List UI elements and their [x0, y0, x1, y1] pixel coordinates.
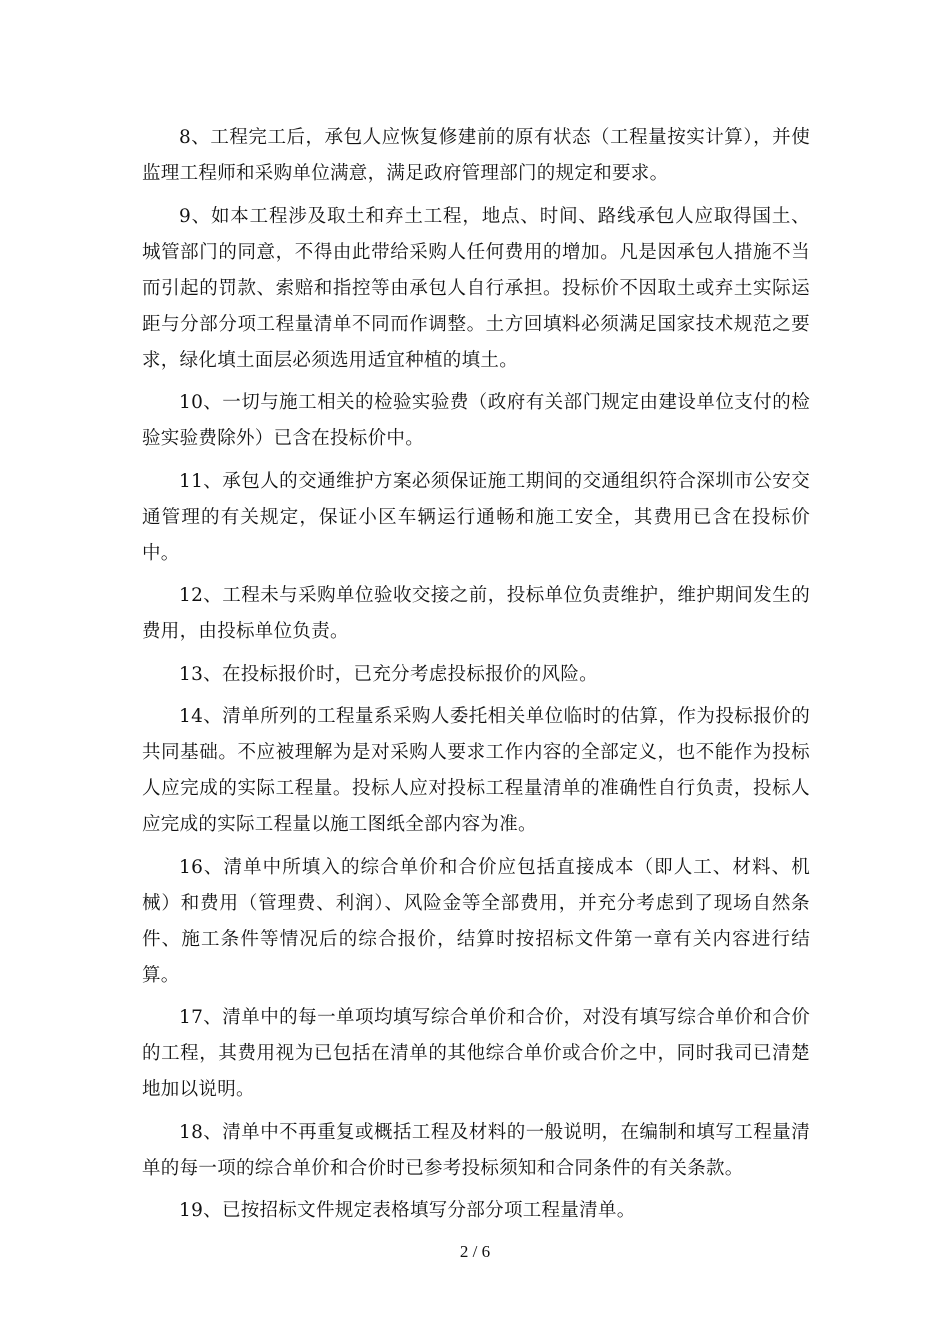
paragraph-9: 9、如本工程涉及取土和弃土工程，地点、时间、路线承包人应取得国土、城管部门的同意，不得由此带给采购人任何费用的增加。凡是因承包人措施不当而引起的罚款、索赔和指控等由承包人自行承担。投标价不因取土或弃土实际运距与分部分项工程量清单不同而作调整。土方回填料必须满足国家技术规范之要求，绿化填土面层必须选用适宜种植的填土。 — [142, 205, 810, 371]
paragraph-18: 18、清单中不再重复或概括工程及材料的一般说明，在编制和填写工程量清单的每一项的综合单价和合价时已参考投标须知和合同条件的有关条款。 — [142, 1121, 810, 1179]
paragraph-10: 10、一切与施工相关的检验实验费（政府有关部门规定由建设单位支付的检验实验费除外）已含在投标价中。 — [142, 392, 810, 449]
page-number: 2 / 6 — [459, 1242, 491, 1261]
paragraph-19: 19、已按招标文件规定表格填写分部分项工程量清单。 — [179, 1200, 636, 1221]
paragraph-12: 12、工程未与采购单位验收交接之前，投标单位负责维护，维护期间发生的费用，由投标单位负责。 — [142, 585, 810, 642]
paragraph-13: 13、在投标报价时，已充分考虑投标报价的风险。 — [179, 663, 598, 685]
document-body — [142, 120, 810, 1236]
paragraph-11: 11、承包人的交通维护方案必须保证施工期间的交通组织符合深圳市公安交通管理的有关规定，保证小区车辆运行通畅和施工安全，其费用已含在投标价中。 — [142, 470, 810, 564]
paragraph-16: 16、清单中所填入的综合单价和合价应包括直接成本（即人工、材料、机械）和费用（管理费、利润）、风险金等全部费用，并充分考虑到了现场自然条件、施工条件等情况后的综合报价，结算时按招标文件第一章有关内容进行结算。 — [142, 856, 810, 986]
paragraph-14: 14、清单所列的工程量系采购人委托相关单位临时的估算，作为投标报价的共同基础。不应被理解为是对采购人要求工作内容的全部定义，也不能作为投标人应完成的实际工程量。投标人应对投标工程量清单的准确性自行负责，投标人应完成的实际工程量以施工图纸全部内容为准。 — [142, 706, 810, 835]
paragraph-8: 8、工程完工后，承包人应恢复修建前的原有状态（工程量按实计算），并使监理工程师和采购单位满意，满足政府管理部门的规定和要求。 — [142, 127, 810, 184]
paragraph-17: 17、清单中的每一单项均填写综合单价和合价，对没有填写综合单价和合价的工程，其费用视为已包括在清单的其他综合单价或合价之中，同时我司已清楚地加以说明。 — [142, 1007, 810, 1100]
